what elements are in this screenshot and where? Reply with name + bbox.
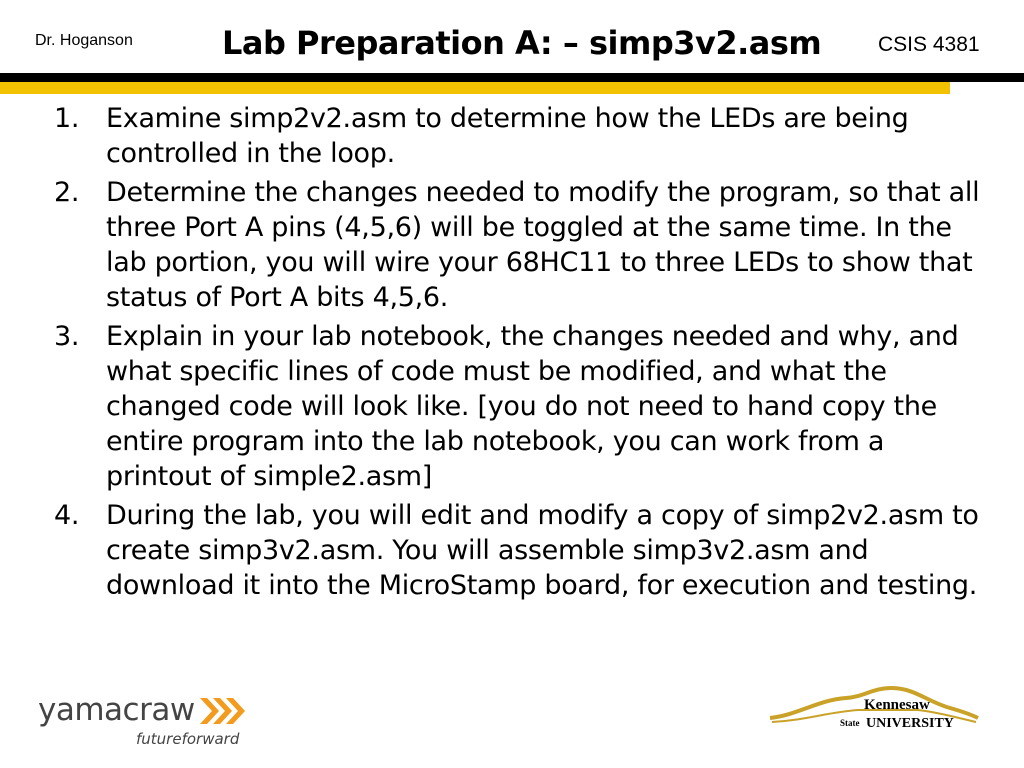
instruction-list (54, 101, 994, 607)
list-item (54, 319, 994, 494)
yamacraw-tagline: futureforward (136, 730, 240, 748)
yamacraw-logo (38, 692, 248, 752)
ksu-logo (768, 684, 980, 738)
header-divider-black (0, 73, 1024, 82)
ksu-university-text: UNIVERSITY (866, 716, 954, 731)
list-item-number: 1. (54, 103, 80, 134)
list-item-text: Determine the changes needed to modify the program, so that all three Port A pins (4,5,6) will be toggled at the same time. In the lab portion, you will wire your 68HC11 to three LEDs to show that status of Port A bits 4,5,6. (106, 177, 980, 313)
yamacraw-wordmark: yamacraw (38, 692, 195, 728)
list-item-number: 3. (54, 321, 80, 352)
header-divider-gold (0, 82, 950, 94)
list-item (54, 175, 994, 315)
list-item (54, 101, 994, 171)
list-item-text: Examine simp2v2.asm to determine how the LEDs are being controlled in the loop. (106, 103, 909, 169)
list-item-text: Explain in your lab notebook, the changes needed and why, and what specific lines of code must be modified, and what the changed code will look like. [you do not need to hand copy the entire program into the lab notebook, you can work from a printout of simple2.asm] (106, 321, 959, 492)
slide-title: Lab Preparation A: – simp3v2.asm (222, 24, 822, 62)
list-item (54, 498, 994, 603)
ksu-kennesaw-text: Kennesaw (864, 697, 930, 713)
list-item-number: 4. (54, 500, 80, 531)
chevrons-icon (198, 696, 248, 726)
ksu-state-text: State (840, 718, 860, 728)
list-item-number: 2. (54, 177, 80, 208)
course-label: CSIS 4381 (878, 33, 980, 56)
list-item-text: During the lab, you will edit and modify a copy of simp2v2.asm to create simp3v2.asm. You will assemble simp3v2.asm and download it into the MicroStamp board, for execution and testing. (106, 500, 979, 601)
author-label: Dr. Hoganson (35, 32, 133, 49)
